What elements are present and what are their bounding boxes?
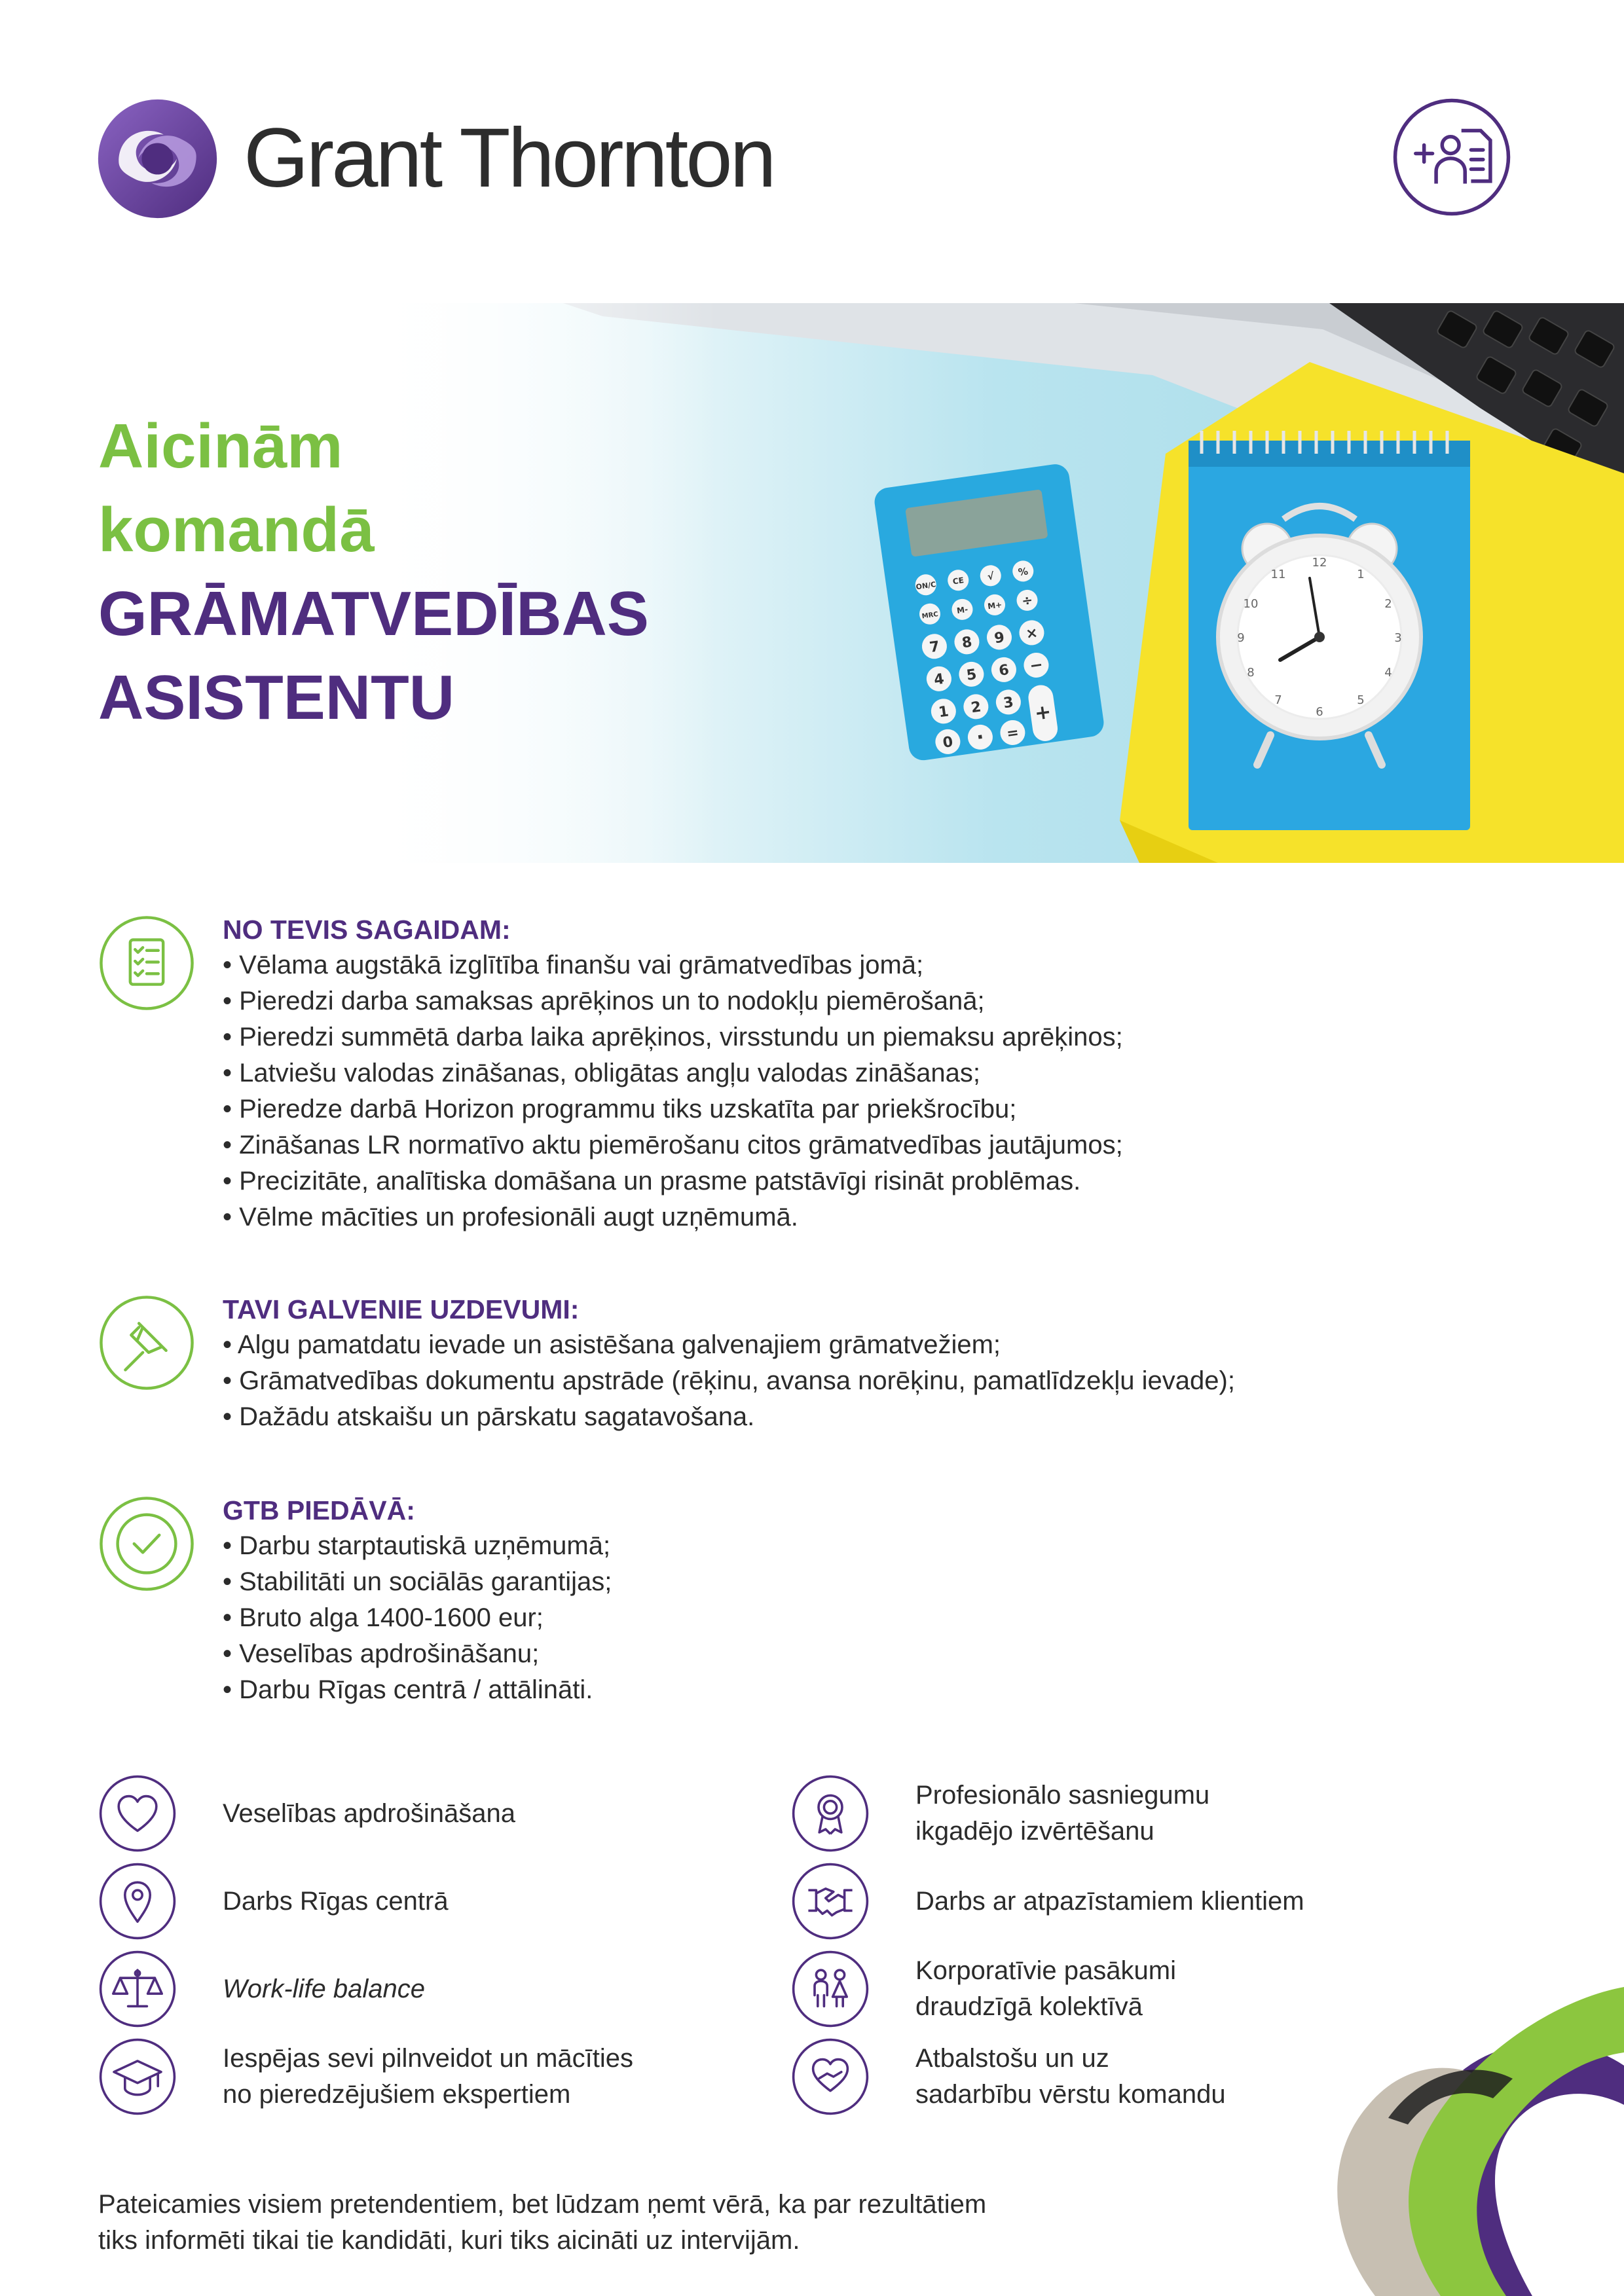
section-title: NO TEVIS SAGAIDAM: [223,915,511,945]
list-item: • Pieredzi summētā darba laika aprēķinos, virsstundu un piemaksu aprēķinos; [223,1019,1532,1055]
grant-thornton-logo-icon [97,98,218,219]
list-item: • Grāmatvedības dokumentu apstrāde (rēķinu, avansa norēķinu, pamatlīdzekļu ievade); [223,1363,1532,1399]
benefit-line: sadarbību vērstu komandu [915,2080,1226,2109]
benefit-text [223,1862,799,1941]
list-item: • Latviešu valodas zināšanas, obligātas angļu valodas zināšanas; [223,1055,1532,1091]
location-pin-icon [98,1862,177,1941]
list-item: • Bruto alga 1400-1600 eur; [223,1600,1532,1636]
headline-line-1: Aicinām [98,411,343,481]
headline-line-2: komandā [98,495,375,565]
award-badge-icon [791,1774,870,1853]
benefit-line: draudzīgā kolektīvā [915,1992,1143,2021]
list-item: • Pieredzi darba samaksas aprēķinos un to nodokļu piemērošanā; [223,983,1532,1019]
benefit-line: ikgadējo izvērtēšanu [915,1817,1154,1846]
footer-line-2: tiks informēti tikai tie kandidāti, kuri tiks aicināti uz intervijām. [98,2226,800,2255]
benefit-line: Iespējas sevi pilnveidot un mācīties [223,2044,633,2073]
benefit-text [223,1774,799,1853]
benefit-line: Work-life balance [223,1974,426,2003]
list-item: • Vēlme mācīties un profesionāli augt uzņēmumā. [223,1199,1532,1235]
benefit-text [915,1774,1492,1853]
pushpin-icon [98,1294,195,1391]
heart-icon [98,1774,177,1853]
benefit-text [223,1950,799,2028]
list-item: • Darbu Rīgas centrā / attālināti. [223,1672,1532,1708]
graduation-cap-icon [98,2037,177,2116]
benefit-line: Darbs ar atpazīstamiem klientiem [915,1886,1304,1916]
headline-line-3: GRĀMATVEDĪBAS [98,579,649,649]
benefit-text [223,2037,799,2116]
brand-name: Grant Thornton [244,111,774,205]
list-item: • Dažādu atskaišu un pārskatu sagatavošana. [223,1399,1532,1435]
benefit-line: Korporatīvie pasākumi [915,1956,1176,1985]
people-icon [791,1950,870,2028]
section-title: GTB PIEDĀVĀ: [223,1495,415,1525]
footer-note [98,2187,1277,2259]
decorative-swirl-graphic [1316,1987,1624,2296]
list-item: • Zināšanas LR normatīvo aktu piemērošanu citos grāmatvedības jautājumos; [223,1127,1532,1163]
benefit-line: Veselības apdrošināšana [223,1798,515,1828]
headline-line-4: ASISTENTU [98,663,455,733]
checkmark-circle-icon [98,1495,195,1592]
benefit-line: Profesionālo sasniegumu [915,1781,1210,1810]
headline [98,405,649,740]
add-person-document-icon [1392,97,1512,217]
tasks-list [223,1327,1532,1435]
benefit-line: no pieredzējušiem ekspertiem [223,2080,571,2109]
requirements-list [223,947,1532,1235]
footer-line-1: Pateicamies visiem pretendentiem, bet lūdzam ņemt vērā, ka par rezultātiem [98,2190,987,2219]
list-item: • Vēlama augstākā izglītība finanšu vai grāmatvedības jomā; [223,947,1532,983]
offer-list [223,1528,1532,1708]
benefit-line: Darbs Rīgas centrā [223,1886,449,1916]
heart-hands-icon [791,2037,870,2116]
list-item: • Algu pamatdatu ievade un asistēšana galvenajiem grāmatvežiem; [223,1327,1532,1363]
list-item: • Darbu starptautiskā uzņēmumā; [223,1528,1532,1564]
list-item: • Precizitāte, analītiska domāšana un prasme patstāvīgi risināt problēmas. [223,1163,1532,1199]
list-item: • Pieredze darbā Horizon programmu tiks uzskatīta par priekšrocību; [223,1091,1532,1127]
benefit-line: Atbalstošu un uz [915,2044,1109,2073]
list-item: • Stabilitāti un sociālās garantijas; [223,1564,1532,1600]
handshake-icon [791,1862,870,1941]
checklist-icon [98,915,195,1011]
section-title: TAVI GALVENIE UZDEVUMI: [223,1294,580,1324]
list-item: • Veselības apdrošināšanu; [223,1636,1532,1672]
balance-scale-icon [98,1950,177,2028]
benefit-text [915,1862,1492,1941]
